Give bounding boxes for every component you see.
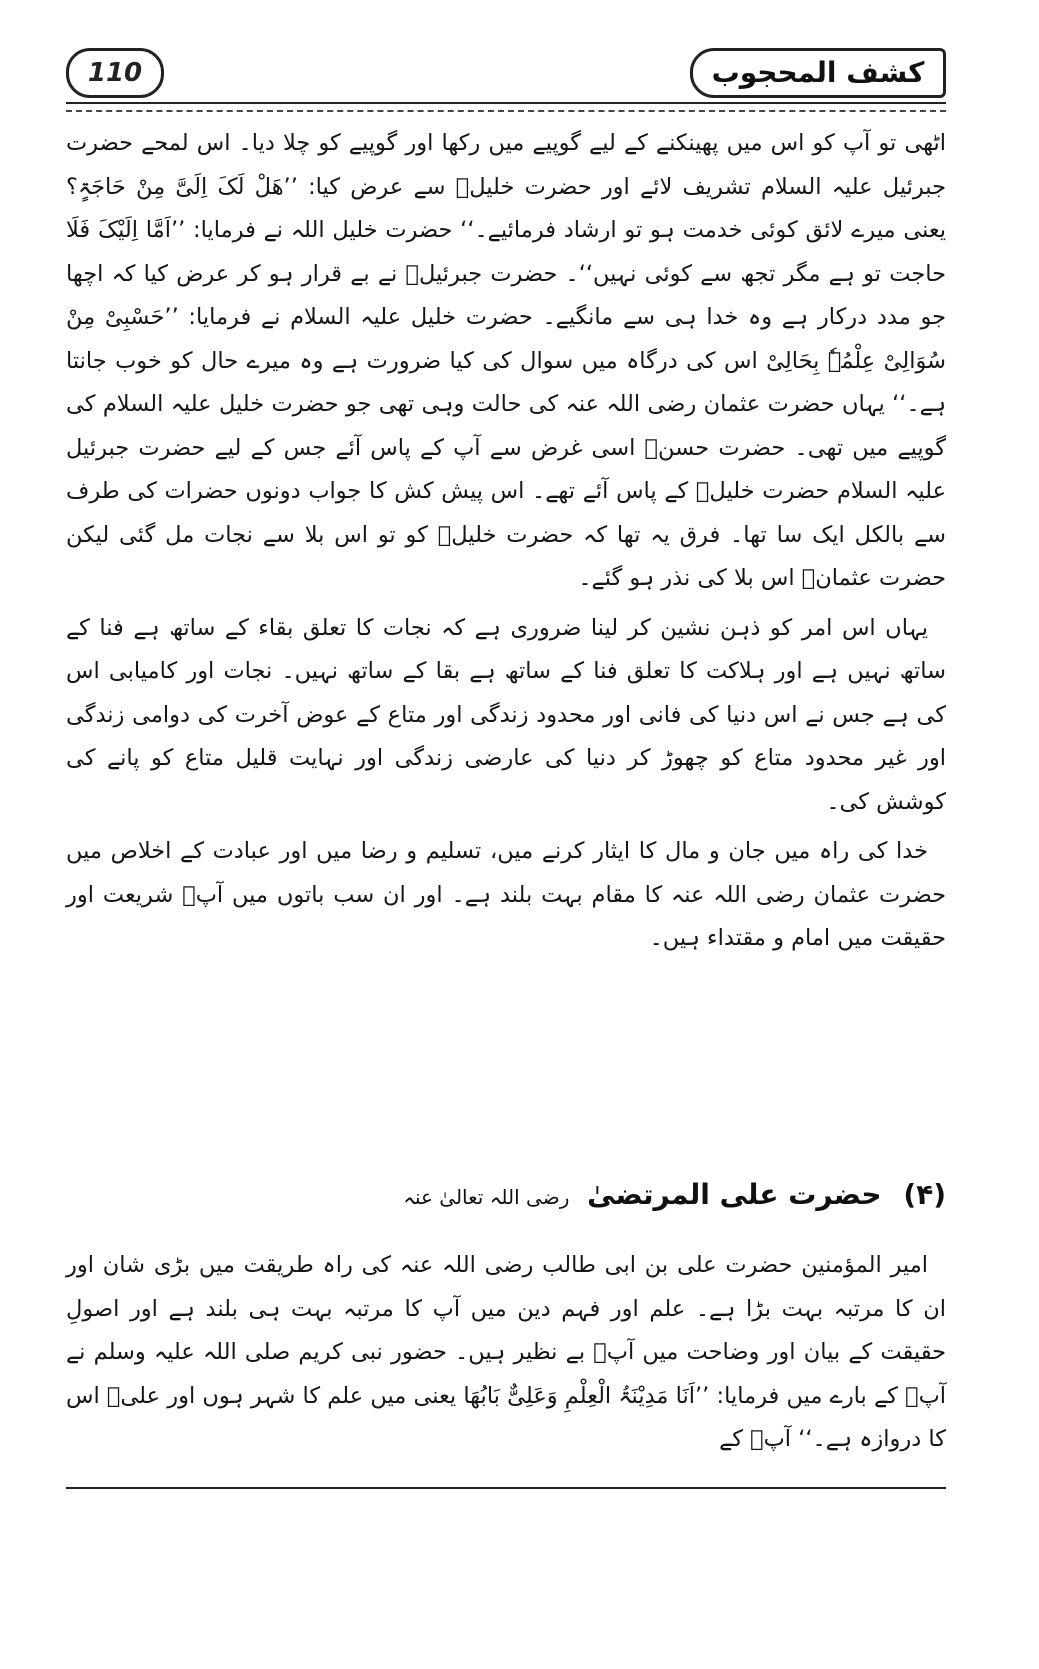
page-number: 110 <box>66 48 164 98</box>
paragraph-3: خدا کی راہ میں جان و مال کا ایثار کرنے میں، تسلیم و رضا میں اور عبادت کے اخلاص میں حضرت عثمان رضی اللہ عنہ کا مقام بہت بلند ہے۔ اور ان سب باتوں میں آپؓ شریعت اور حقیقت میں امام و مقتداء ہیں۔ <box>66 838 946 951</box>
book-title: کشف المحجوب <box>690 48 946 98</box>
section-paragraph: امیر المؤمنین حضرت علی بن ابی طالب رضی اللہ عنہ کی راہ طریقت میں بڑی شان اور ان کا مرتبہ بہت بڑا ہے۔ علم اور فہم دین میں آپ کا مرتبہ بہت ہی بلند ہے اور اصولِ حقیقت کے بیان اور وضاحت میں آپؓ بے نظیر ہیں۔ حضور نبی کریم صلی اللہ علیہ وسلم نے آپؓ کے بارے میں فرمایا: ’’اَنَا مَدِیْنَۃُ الْعِلْمِ وَعَلِیٌّ بَابُھَا یعنی میں علم کا شہر ہوں اور علیؓ اس کا دروازہ ہے۔‘‘ آپؓ کے <box>66 1252 946 1452</box>
paragraph-1: اٹھی تو آپ کو اس میں پھینکنے کے لیے گوپیے میں رکھا اور گوپیے کو چلا دیا۔ اس لمحے حضرت جبرئیل علیہ السلام تشریف لائے اور حضرت خلیلؑ سے عرض کیا: ’’ھَلْ لَکَ اِلَیَّ مِنْ حَاجَۃٍ؟ یعنی میرے لائق کوئی خدمت ہو تو ارشاد فرمائیے۔‘‘ حضرت خلیل اللہ نے فرمایا: ’’اَمَّا اِلَیْکَ فَلَا حاجت تو ہے مگر تجھ سے کوئی نہیں‘‘۔ حضرت جبرئیلؑ نے بے قرار ہو کر عرض کیا کہ اچھا جو مدد درکار ہے وہ خدا ہی سے مانگیے۔ حضرت خلیل علیہ السلام نے فرمایا: ’’حَسْبِیْ مِنْ سُوَالِیْ عِلْمُہٗ بِحَالِیْ اس کی درگاہ میں سوال کی کیا ضرورت ہے وہ میرے حال کو خوب جانتا ہے۔‘‘ یہاں حضرت عثمان رضی اللہ عنہ کی حالت وہی تھی جو حضرت خلیل علیہ السلام کی گوپیے میں تھی۔ حضرت حسنؓ اسی غرض سے آپ کے پاس آئے جس کے لیے حضرت جبرئیل علیہ السلام حضرت خلیلؑ کے پاس آئے تھے۔ اس پیش کش کا جواب دونوں حضرات کی طرف سے بالکل ایک سا تھا۔ فرق یہ تھا کہ حضرت خلیلؑ کو تو اس بلا سے نجات مل گئی لیکن حضرت عثمانؓ اس بلا کی نذر ہو گئے۔ <box>66 130 946 591</box>
section-title-suffix: رضی اللہ تعالیٰ عنہ <box>403 1185 570 1209</box>
section-number: (۴) <box>903 1178 946 1211</box>
paragraph-2: یہاں اس امر کو ذہن نشین کر لینا ضروری ہے کہ نجات کا تعلق بقاء کے ساتھ ہے فنا کے ساتھ نہیں ہے اور ہلاکت کا تعلق فنا کے ساتھ ہے بقا کے ساتھ نہیں۔ نجات اور کامیابی اس کی ہے جس نے اس دنیا کی فانی اور محدود زندگی اور متاع کے عوض آخرت کی دوامی زندگی اور غیر محدود متاع کو چھوڑ کر دنیا کی عارضی زندگی اور نہایت قلیل متاع کو پانے کی کوشش کی۔ <box>66 614 946 815</box>
section-text <box>66 1244 946 1462</box>
header-divider <box>66 102 946 112</box>
page-header <box>66 48 946 100</box>
section-title: حضرت علی المرتضیٰ <box>587 1178 882 1211</box>
section-heading <box>66 1170 946 1222</box>
main-text <box>66 122 946 967</box>
footer-divider <box>66 1487 946 1489</box>
